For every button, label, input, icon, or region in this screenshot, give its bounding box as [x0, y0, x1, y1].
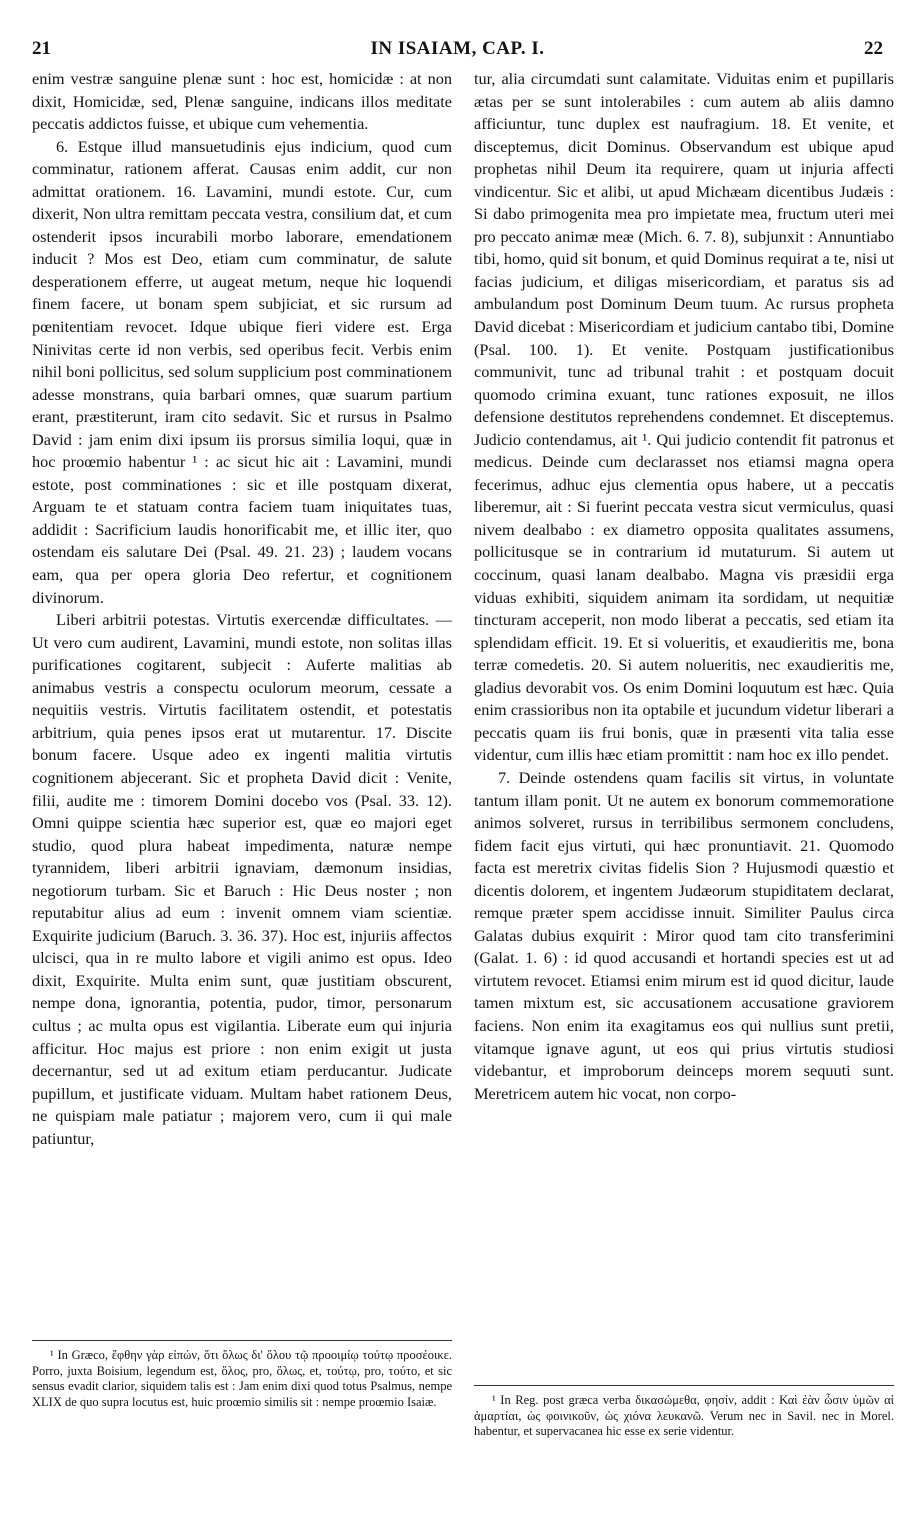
left-paragraph-1: enim vestræ sanguine plenæ sunt : hoc est, homicidæ : at non dixit, Homicidæ, sed, Plenæ sanguine, indicans illos meditate peccatis addictos fuisse, et ubique cum vehementia. [32, 69, 452, 134]
footnote-right-text: ¹ In Reg. post græca verba δικασώμεθα, φησίν, addit : Καὶ ἐὰν ὦσιν ὑμῶν αἱ ἁμαρτίαι, ὡς φοινικοῦν, ὡς χιόνα λευκανῶ. Verum nec in Savil. nec in Morel. habentur, et supervacanea hic esse ex serie videntur. [474, 1393, 894, 1438]
footnote-rule-left [32, 1340, 452, 1341]
footnote-left-text: ¹ In Græco, ἔφθην γὰρ εἰπών, ὅτι ὅλως δι' ὅλου τῷ προοιμίῳ τούτῳ προσέοικε. Porro, juxta Boisium, legendum est, ὅλος, pro, ὅλως, et, τούτῳ, pro, τούτο, et sic sensus evadit clarior, siquidem talis est : Jam enim dixi quod totus Psalmus, nempe XLIX de quo supra locutus est, huic proœmio similis sit : nempe proœmio Isaiæ. [32, 1348, 452, 1409]
footnote-left [32, 1348, 452, 1410]
footnote-rule-right [474, 1385, 894, 1386]
right-paragraph-2: 7. Deinde ostendens quam facilis sit virtus, in voluntate tantum illam ponit. Ut ne autem ex bonorum commemoratione animos solveret, rursus in terribilibus sermonem concludens, fidem facit ejus virtuti, qui hæc pronuntiavit. 21. Quomodo facta est meretrix civitas fidelis Sion ? Hujusmodi quæstio et dicentis dolorem, et ingentem Judæorum stupiditatem declarat, remque præter spem accidisse innuit. Similiter Paulus circa Galatas dubius exquirit : Miror quod tam cito transferimini (Galat. 1. 6) : id quod accusandi et hortandi species est ut ad virtutem revocet. Etiamsi enim mirum est id quod dicitur, laude tamen mixtum est, sic accusationem accusatione graviorem faciens. Non enim ita exagitamus eos qui nullius sunt pretii, vitamque ignave agunt, ut eos qui prius virtutis studiosi videbantur, et improborum deinceps morem sequuti sunt. Meretricem autem hic vocat, non corpo- [474, 767, 894, 1103]
running-header [32, 38, 883, 68]
page-number-left: 21 [32, 38, 51, 59]
running-title: IN ISAIAM, CAP. I. [370, 38, 545, 59]
right-column [474, 68, 894, 1105]
right-paragraph-1: tur, alia circumdati sunt calamitate. Viduitas enim et pupillaris ætas per se sunt intolerabiles : cum autem ab aliis damno afficiuntur, tunc duplex est naufragium. 18. Et venite, et disceptemus, dicit Dominus. Observandum est ubique apud prophetas nihil Deum ita requirere, quam ut injuria affecti vindicentur. Sic et alibi, ut apud Michæam dicentibus Judæis : Si dabo primogenita mea pro impietate mea, fructum uteri mei pro peccato animæ meæ (Mich. 6. 7. 8), subjunxit : Annuntiabo tibi, homo, quid sit bonum, et quid Dominus requirat a te, nisi ut facias judicium, et diligas misericordiam, et paratus sis ad ambulandum post Dominum Deum tuum. Ac rursus propheta David dicebat : Misericordiam et judicium cantabo tibi, Domine (Psal. 100. 1). Et venite. Postquam justificationibus communivit, tunc ad tribunal trahit : et postquam docuit quomodo crimina exuant, tunc rationes exposuit, ne illos defensione destitutos reprehendens condemnet. Et disceptemus. Judicio contendamus, ait ¹. Qui judicio contendit fit patronus et medicus. Deinde cum declarasset nos etiamsi magna opera fecerimus, adhuc ejus clementia opus habere, ut a peccatis liberemur, ait : Si fuerint peccata vestra sicut vermiculus, quasi nivem dealbabo : ex diametro opposita qualitates assumens, pollicitusque se in contrarium id mutaturum. Si autem ut coccinum, quasi lanam dealbabo. Magna vis præsidii erga viduas exhibiti, siquidem animam ita sordidam, ut nequitiæ tincturam acceperit, non modo liberat a peccatis, sed etiam ita splendidam efficit. 19. Et si volueritis, et exaudieritis me, bona terræ comedetis. 20. Si autem nolueritis, nec exaudieritis me, gladius devorabit vos. Os enim Domini loquutum est hæc. Quia enim crassioribus non ita optabile et jucundum videtur liberari a peccatis quam iis frui bonis, quæ in præsenti vita talia esse videntur, cum illis hæc etiam promittit : nam hoc ex illo pendet. [474, 69, 894, 765]
footnote-right [474, 1393, 894, 1440]
page-number-right: 22 [864, 38, 883, 59]
left-paragraph-2: 6. Estque illud mansuetudinis ejus indicium, quod cum comminatur, rationem afferat. Causas enim addit, cur non admittat orationem. 16. Lavamini, mundi estote. Cur, cum dixerit, Non ultra remittam peccata vestra, consilium dat, et cum ostenderit ipsos incurabili morbo laborare, emendationem inducit ? Mos est Deo, etiam cum comminatur, de salute desperationem efferre, ut augeat metum, neque hic loquendi finem facere, ut bonam spem subjiciat, et sic rursum ad pœnitentiam revocet. Idque ubique fieri videre est. Erga Ninivitas certe id non verbis, sed operibus fecit. Verbis enim nihil boni pollicitus, sed solum supplicium post comminationem adesse monstrans, quia barbari omnes, quæ suarum partium erant, præstiterunt, iram cito sedavit. Sic et rursus in Psalmo David : jam enim dixi ipsum iis prorsus similia loqui, quæ in hoc proœmio habentur ¹ : ac sicut hic ait : Lavamini, mundi estote, post comminationes : sic et ille postquam dixerat, Arguam te et statuam contra faciem tuam iniquitates tuas, addidit : Sacrificium laudis honorificabit me, et illic iter, quo ostendam eis salutare Dei (Psal. 49. 21. 23) ; laudem vocans eam, qua per opera gloria Deo refertur, et cognitionem divinorum. [32, 136, 452, 607]
left-paragraph-3: Liberi arbitrii potestas. Virtutis exercendæ difficultates. — Ut vero cum audirent, Lavamini, mundi estote, non solitas illas purificationes cogitarent, subjecit : Auferte malitias ab animabus vestris a conspectu oculorum meorum, cessate a nequitiis vestris. Virtutis facilitatem ostendit, et potestatis arbitrium, quia penes ipsos erat ut mutarentur. 17. Discite bonum facere. Usque adeo ex ingenti malitia virtutis cognitionem abjecerant. Sic et propheta David dicit : Venite, filii, audite me : timorem Domini docebo vos (Psal. 33. 12). Omni quippe scientia hæc superior est, quæ eo majori eget studio, quod plura habeat impedimenta, naturæ nempe tyrannidem, liberi arbitrii ignaviam, dæmonum insidias, negotiorum turbam. Sic et Baruch : Hic Deus noster ; non reputabitur alius ad eum : invenit omnem viam scientiæ. Exquirite judicium (Baruch. 3. 36. 37). Hoc est, injuriis affectos ulcisci, qua in re multo labore et vigili animo est opus. Ideo dixit, Exquirite. Multa enim sunt, quæ justitiam obscurent, nempe dona, ignorantia, potentia, pudor, timor, personarum cultus ; ac multa opus est vigilantia. Liberate eum qui injuria afficitur. Hoc majus est priore : non enim exigit ut justa decernantur, sed ut ad exitum etiam perducantur. Judicate pupillum, et justificate viduam. Multam habet rationem Deus, ne quispiam male patiatur ; majorem vero, cum ii qui male patiuntur, [32, 610, 452, 1148]
left-column [32, 68, 452, 1150]
